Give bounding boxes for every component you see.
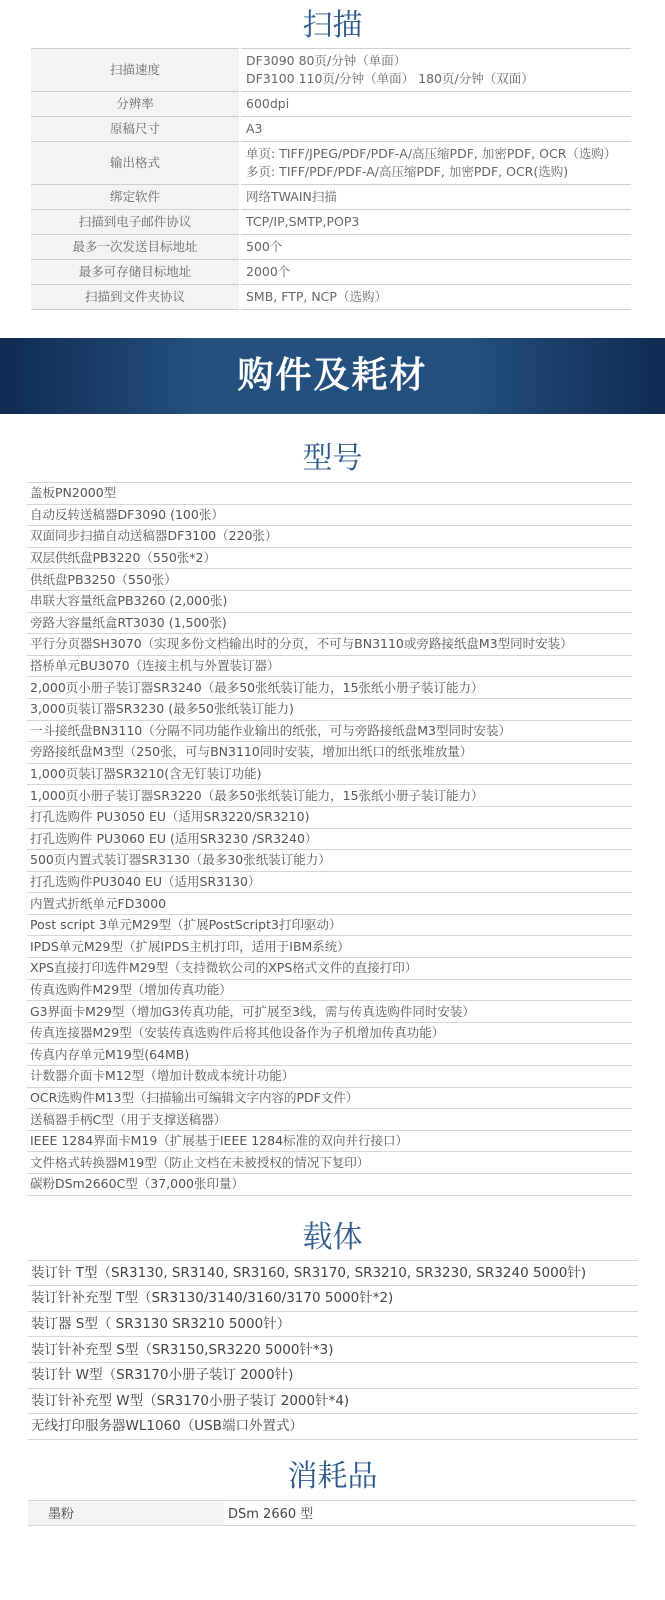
spec-row <box>31 49 631 92</box>
spec-label: 分辨率 <box>31 92 240 117</box>
model-row-text: 自动反转送稿器DF3090 (100张） <box>27 504 632 526</box>
model-row <box>27 1087 632 1109</box>
carrier-row <box>28 1362 638 1388</box>
spec-row <box>31 185 631 210</box>
consumable-name: 墨粉 <box>28 1500 224 1525</box>
spec-value-line: 单页: TIFF/JPEG/PDF/PDF-A/高压缩PDF, 加密PDF, OCR（选购） <box>246 146 617 161</box>
model-row <box>27 1152 632 1174</box>
spec-value <box>240 235 631 260</box>
model-row-text: 文件格式转换器M19型（防止文档在未被授权的情况下复印） <box>27 1152 632 1174</box>
model-row-text: 碳粉DSm2660C型（37,000张印量） <box>27 1174 632 1196</box>
carrier-row <box>28 1260 638 1286</box>
model-row-text: 传真连接器M29型（安装传真选购件后将其他设备作为子机增加传真功能） <box>27 1022 632 1044</box>
spec-value-line: A3 <box>246 121 263 136</box>
spec-value-line: DF3100 110页/分钟（单面） 180页/分钟（双面） <box>246 71 534 86</box>
model-row-text: 旁路接纸盘M3型（250张，可与BN3110同时安装，增加出纸口的纸张堆放量） <box>27 742 632 764</box>
model-row <box>27 914 632 936</box>
model-row-text: 3,000页装订器SR3230 (最多50张纸装订能力) <box>27 698 632 720</box>
carrier-row <box>28 1311 638 1337</box>
spec-value-line: 600dpi <box>246 96 290 111</box>
spec-value-line: 网络TWAIN扫描 <box>246 189 337 204</box>
model-row <box>27 1066 632 1088</box>
spec-label: 扫描到文件夹协议 <box>31 285 240 310</box>
spec-label: 输出格式 <box>31 142 240 185</box>
consumable-row <box>28 1500 636 1525</box>
model-row <box>27 569 632 591</box>
model-row-text: 串联大容量纸盒PB3260 (2,000张) <box>27 590 632 612</box>
model-row-text: 2,000页小册子装订器SR3240（最多50张纸装订能力，15张纸小册子装订能力） <box>27 677 632 699</box>
spec-value-line: 多页: TIFF/PDF/PDF-A/高压缩PDF, 加密PDF, OCR(选购) <box>246 164 569 179</box>
model-row-text: 搭桥单元BU3070（连接主机与外置装订器） <box>27 655 632 677</box>
model-row <box>27 720 632 742</box>
spec-label: 原稿尺寸 <box>31 117 240 142</box>
spec-label: 最多可存储目标地址 <box>31 260 240 285</box>
model-row <box>27 698 632 720</box>
spec-row <box>31 117 631 142</box>
carrier-row-text: 装订针补充型 S型（SR3150,SR3220 5000针*3) <box>28 1337 638 1363</box>
model-row <box>27 526 632 548</box>
consumables-section-title: 消耗品 <box>287 1458 378 1494</box>
spec-label: 扫描速度 <box>31 49 240 92</box>
model-row <box>27 871 632 893</box>
carriers-section-title: 载体 <box>302 1219 363 1255</box>
model-row-text: 旁路大容量纸盒RT3030 (1,500张) <box>27 612 632 634</box>
carrier-row-text: 装订针补充型 T型（SR3130/3140/3160/3170 5000针*2) <box>28 1286 638 1312</box>
carrier-row <box>28 1414 638 1440</box>
spec-value <box>240 49 631 92</box>
model-row-text: 内置式折纸单元FD3000 <box>27 893 632 915</box>
model-row <box>27 850 632 872</box>
model-row-text: 打孔选购件 PU3050 EU（适用SR3220/SR3210) <box>27 806 632 828</box>
carrier-row-text: 装订针 T型（SR3130, SR3140, SR3160, SR3170, SR3210, SR3230, SR3240 5000针) <box>28 1260 638 1286</box>
model-row-text: 送稿器手柄C型（用于支撑送稿器） <box>27 1109 632 1131</box>
model-row <box>27 1130 632 1152</box>
model-row-text: 500页内置式装订器SR3130（最多30张纸装订能力） <box>27 850 632 872</box>
spec-value-line: SMB, FTP, NCP（选购） <box>246 289 387 304</box>
carrier-row <box>28 1388 638 1414</box>
model-row <box>27 1022 632 1044</box>
spec-label: 扫描到电子邮件协议 <box>31 210 240 235</box>
model-row <box>27 742 632 764</box>
model-row-text: 传真选购件M29型（增加传真功能） <box>27 979 632 1001</box>
model-row <box>27 590 632 612</box>
model-row <box>27 828 632 850</box>
spec-value <box>240 185 631 210</box>
model-row-text: XPS直接打印选件M29型（支持微软公司的XPS格式文件的直接打印） <box>27 958 632 980</box>
model-row <box>27 1044 632 1066</box>
spec-label: 最多一次发送目标地址 <box>31 235 240 260</box>
model-row-text: 传真内存单元M19型(64MB) <box>27 1044 632 1066</box>
spec-row <box>31 142 631 185</box>
consumables-table <box>28 1500 636 1526</box>
consumable-model: DSm 2660 型 <box>224 1500 636 1525</box>
carrier-row-text: 装订器 S型（ SR3130 SR3210 5000针） <box>28 1311 638 1337</box>
model-row <box>27 483 632 505</box>
model-row-text: 一斗接纸盘BN3110（分隔不同功能作业输出的纸张，可与旁路接纸盘M3型同时安装） <box>27 720 632 742</box>
model-row <box>27 785 632 807</box>
model-row <box>27 1174 632 1196</box>
carriers-table <box>28 1260 638 1440</box>
model-row <box>27 677 632 699</box>
model-row <box>27 763 632 785</box>
model-row <box>27 979 632 1001</box>
model-row-text: G3界面卡M29型（增加G3传真功能，可扩展至3线，需与传真选购件同时安装） <box>27 1001 632 1023</box>
model-row-text: 供纸盘PB3250（550张） <box>27 569 632 591</box>
model-row-text: OCR选购件M13型（扫描输出可编辑文字内容的PDF文件） <box>27 1087 632 1109</box>
model-row <box>27 1001 632 1023</box>
model-row <box>27 547 632 569</box>
spec-row <box>31 235 631 260</box>
carrier-row <box>28 1286 638 1312</box>
model-row <box>27 1109 632 1131</box>
model-row-text: 计数器介面卡M12型（增加计数成本统计功能） <box>27 1066 632 1088</box>
spec-value <box>240 142 631 185</box>
spec-value <box>240 92 631 117</box>
carrier-row-text: 无线打印服务器WL1060（USB端口外置式） <box>28 1414 638 1440</box>
model-row-text: 打孔选购件 PU3060 EU (适用SR3230 /SR3240） <box>27 828 632 850</box>
spec-row <box>31 285 631 310</box>
carrier-row <box>28 1337 638 1363</box>
model-row-text: 1,000页小册子装订器SR3220（最多50张纸装订能力，15张纸小册子装订能力） <box>27 785 632 807</box>
model-row <box>27 504 632 526</box>
model-row-text: Post script 3单元M29型（扩展PostScript3打印驱动） <box>27 914 632 936</box>
model-row <box>27 612 632 634</box>
model-row-text: IPDS单元M29型（扩展IPDS主机打印，适用于IBM系统） <box>27 936 632 958</box>
spec-value-line: 500个 <box>246 239 283 254</box>
carrier-row-text: 装订针 W型（SR3170小册子装订 2000针) <box>28 1362 638 1388</box>
spec-value <box>240 260 631 285</box>
spec-value <box>240 210 631 235</box>
carrier-row-text: 装订针补充型 W型（SR3170小册子装订 2000针*4) <box>28 1388 638 1414</box>
spec-row <box>31 260 631 285</box>
spec-value <box>240 285 631 310</box>
models-table <box>27 482 632 1196</box>
spec-row <box>31 92 631 117</box>
model-row <box>27 655 632 677</box>
spec-value-line: 2000个 <box>246 264 291 279</box>
model-row <box>27 936 632 958</box>
model-row-text: 双面同步扫描自动送稿器DF3100（220张） <box>27 526 632 548</box>
spec-row <box>31 210 631 235</box>
spec-label: 绑定软件 <box>31 185 240 210</box>
spec-value-line: TCP/IP,SMTP,POP3 <box>246 214 360 229</box>
model-row-text: 1,000页装订器SR3210(含无钉装订功能) <box>27 763 632 785</box>
model-row-text: 双层供纸盘PB3220（550张*2） <box>27 547 632 569</box>
spec-value <box>240 117 631 142</box>
model-row <box>27 958 632 980</box>
model-row <box>27 634 632 656</box>
spec-value-line: DF3090 80页/分钟（单面） <box>246 53 407 68</box>
model-row-text: 盖板PN2000型 <box>27 483 632 505</box>
model-row-text: 平行分页器SH3070（实现多份文档输出时的分页，不可与BN3110或旁路接纸盘M3型同时安装） <box>27 634 632 656</box>
model-row-text: 打孔选购件PU3040 EU（适用SR3130） <box>27 871 632 893</box>
model-row <box>27 806 632 828</box>
accessories-banner: 购件及耗材 <box>0 338 665 414</box>
models-section-title: 型号 <box>302 441 363 476</box>
scan-section-title: 扫描 <box>302 8 363 43</box>
model-row <box>27 893 632 915</box>
scan-spec-table <box>31 48 631 310</box>
model-row-text: IEEE 1284界面卡M19（扩展基于IEEE 1284标准的双向并行接口） <box>27 1130 632 1152</box>
